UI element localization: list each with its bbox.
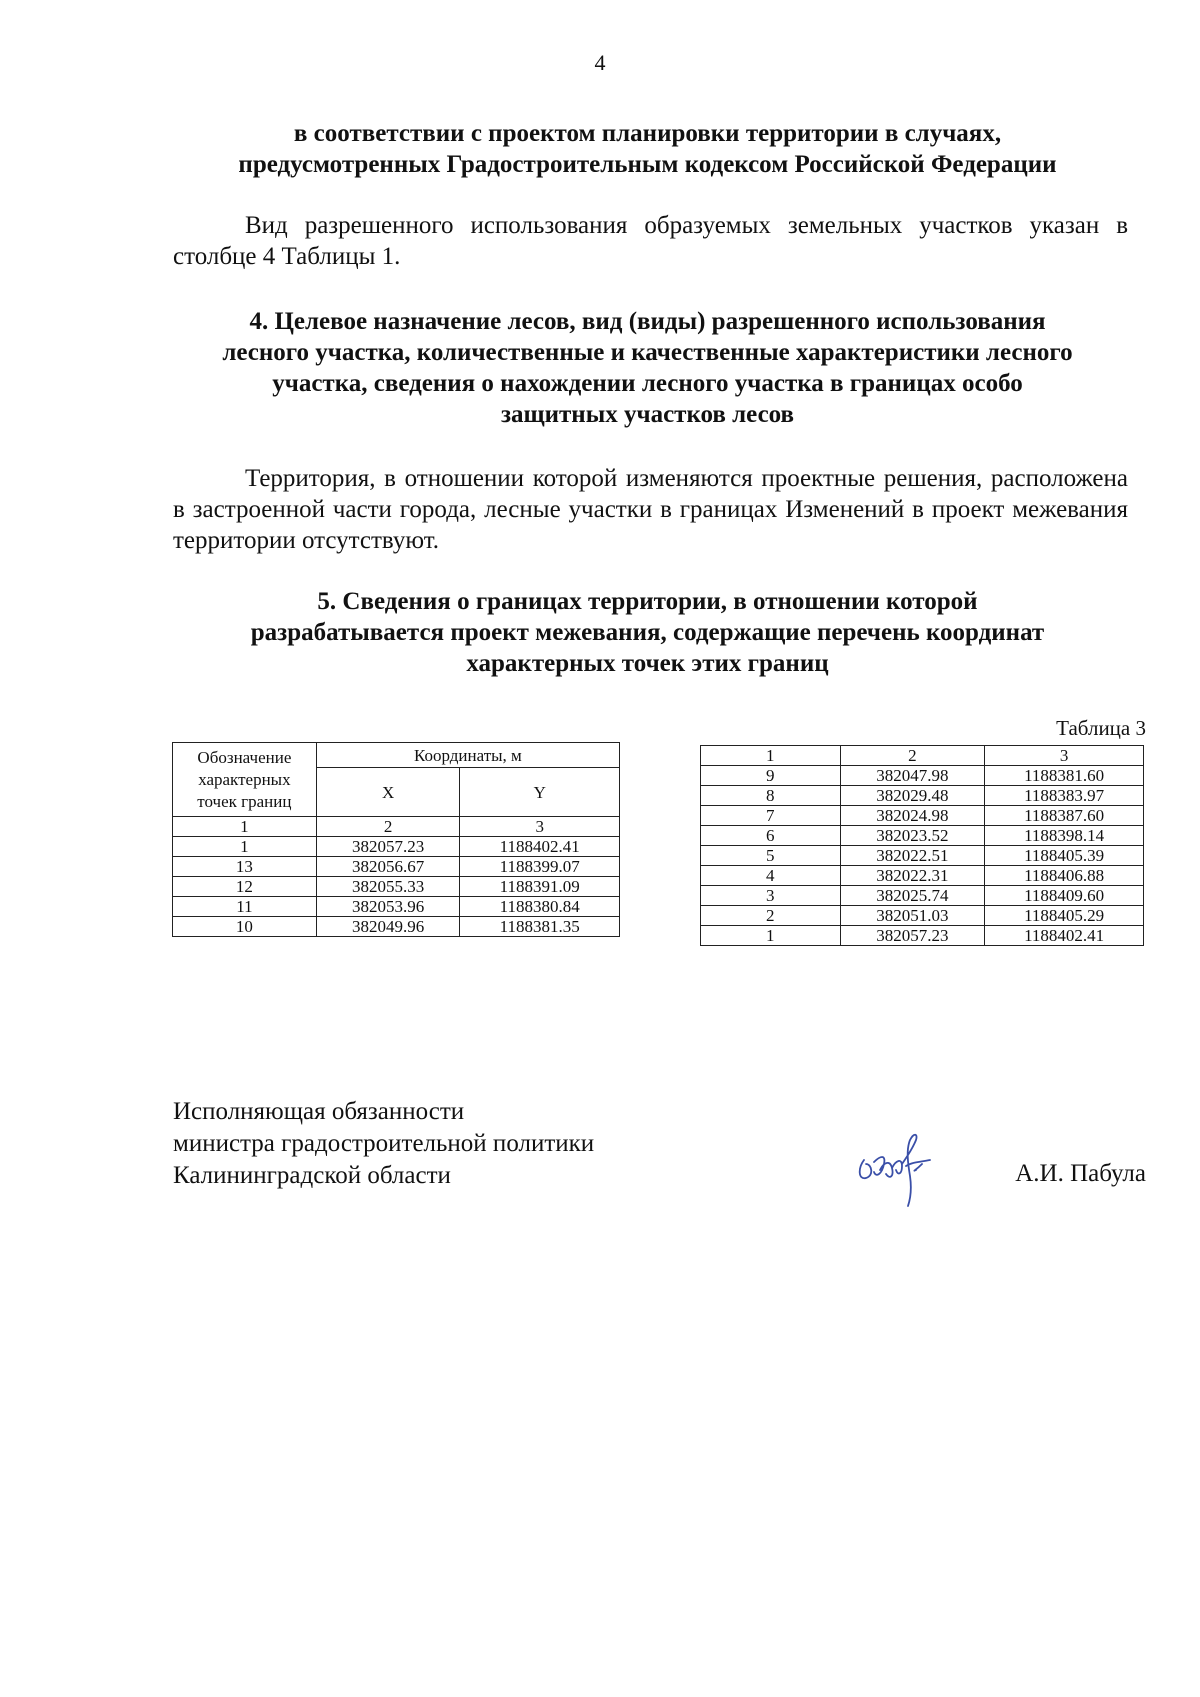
- point-cell: 10: [173, 917, 317, 937]
- header-point-designation: Обозначение характерных точек границ: [173, 743, 317, 817]
- heading-line: 4. Целевое назначение лесов, вид (виды) разрешенного использования: [249, 308, 1046, 335]
- point-cell: 1: [173, 837, 317, 857]
- signer-position-line: Калининградской области: [173, 1162, 451, 1189]
- y-cell: 1188391.09: [460, 877, 620, 897]
- point-cell: 6: [701, 826, 841, 846]
- table-row: [701, 806, 1144, 826]
- point-cell: 12: [173, 877, 317, 897]
- column-number: 1: [173, 817, 317, 837]
- table-row: [173, 897, 620, 917]
- signer-position-line: Исполняющая обязанности: [173, 1098, 465, 1125]
- point-cell: 2: [701, 906, 841, 926]
- section-4-heading: [160, 306, 1135, 430]
- table-row: [173, 917, 620, 937]
- coordinates-table-right: [700, 745, 1144, 946]
- point-cell: 7: [701, 806, 841, 826]
- x-cell: 382057.23: [840, 926, 985, 946]
- x-cell: 382057.23: [316, 837, 460, 857]
- signer-name: А.И. Пабула: [1015, 1160, 1146, 1187]
- x-cell: 382024.98: [840, 806, 985, 826]
- column-number-row: [173, 817, 620, 837]
- y-cell: 1188405.39: [985, 846, 1144, 866]
- heading-line: защитных участков лесов: [500, 401, 795, 428]
- x-cell: 382053.96: [316, 897, 460, 917]
- point-cell: 11: [173, 897, 317, 917]
- permitted-use-paragraph: Вид разрешенного использования образуемых земельных участков указан в столбце 4 Таблицы 1.: [173, 212, 1128, 270]
- column-number: 1: [701, 746, 841, 766]
- y-cell: 1188387.60: [985, 806, 1144, 826]
- point-cell: 9: [701, 766, 841, 786]
- x-cell: 382022.31: [840, 866, 985, 886]
- table-header-row: [173, 743, 620, 768]
- x-cell: 382025.74: [840, 886, 985, 906]
- column-number: 3: [985, 746, 1144, 766]
- forest-paragraph: Территория, в отношении которой изменяются проектные решения, расположена в застроенной части города, лесные участки в границах Изменений в проект межевания территории отсутствуют.: [173, 465, 1128, 554]
- point-cell: 4: [701, 866, 841, 886]
- table-row: [701, 926, 1144, 946]
- heading-line: в соответствии с проектом планировки территории в случаях,: [293, 120, 1002, 147]
- y-cell: 1188402.41: [985, 926, 1144, 946]
- x-cell: 382056.67: [316, 857, 460, 877]
- table-row: [173, 857, 620, 877]
- point-cell: 5: [701, 846, 841, 866]
- x-cell: 382023.52: [840, 826, 985, 846]
- heading-line: участка, сведения о нахождении лесного участка в границах особо: [272, 370, 1023, 397]
- y-cell: 1188398.14: [985, 826, 1144, 846]
- point-cell: 13: [173, 857, 317, 877]
- table-row: [701, 886, 1144, 906]
- point-cell: 8: [701, 786, 841, 806]
- signer-block: [173, 1096, 594, 1192]
- table-row: [173, 837, 620, 857]
- coordinates-table-left: [172, 742, 620, 937]
- table-row: [701, 766, 1144, 786]
- section-5-heading: [160, 586, 1135, 679]
- table-row: [701, 846, 1144, 866]
- column-number: 3: [460, 817, 620, 837]
- heading-line: характерных точек этих границ: [466, 650, 829, 677]
- table-row: [701, 826, 1144, 846]
- x-cell: 382047.98: [840, 766, 985, 786]
- section-heading-continuation: [160, 118, 1135, 180]
- x-cell: 382051.03: [840, 906, 985, 926]
- heading-line: лесного участка, количественные и качественные характеристики лесного: [222, 339, 1073, 366]
- y-cell: 1188381.60: [985, 766, 1144, 786]
- table-row: [701, 906, 1144, 926]
- y-cell: 1188405.29: [985, 906, 1144, 926]
- column-number-row: [701, 746, 1144, 766]
- y-cell: 1188402.41: [460, 837, 620, 857]
- column-number: 2: [840, 746, 985, 766]
- heading-line: разрабатывается проект межевания, содержащие перечень координат: [250, 619, 1045, 646]
- page-number: 4: [594, 50, 606, 75]
- x-cell: 382029.48: [840, 786, 985, 806]
- signer-position-line: министра градостроительной политики: [173, 1130, 595, 1157]
- handwritten-signature: [850, 1120, 960, 1210]
- header-x: X: [316, 768, 460, 817]
- header-y: Y: [460, 768, 620, 817]
- x-cell: 382022.51: [840, 846, 985, 866]
- table-row: [173, 877, 620, 897]
- point-cell: 1: [701, 926, 841, 946]
- x-cell: 382049.96: [316, 917, 460, 937]
- column-number: 2: [316, 817, 460, 837]
- y-cell: 1188383.97: [985, 786, 1144, 806]
- heading-line: предусмотренных Градостроительным кодексом Российской Федерации: [238, 151, 1057, 178]
- x-cell: 382055.33: [316, 877, 460, 897]
- table-row: [701, 786, 1144, 806]
- y-cell: 1188399.07: [460, 857, 620, 877]
- table-row: [701, 866, 1144, 886]
- table-caption: Таблица 3: [1056, 716, 1146, 740]
- y-cell: 1188409.60: [985, 886, 1144, 906]
- y-cell: 1188406.88: [985, 866, 1144, 886]
- y-cell: 1188381.35: [460, 917, 620, 937]
- point-cell: 3: [701, 886, 841, 906]
- y-cell: 1188380.84: [460, 897, 620, 917]
- header-coordinates: Координаты, м: [316, 743, 619, 768]
- heading-line: 5. Сведения о границах территории, в отношении которой: [317, 588, 978, 615]
